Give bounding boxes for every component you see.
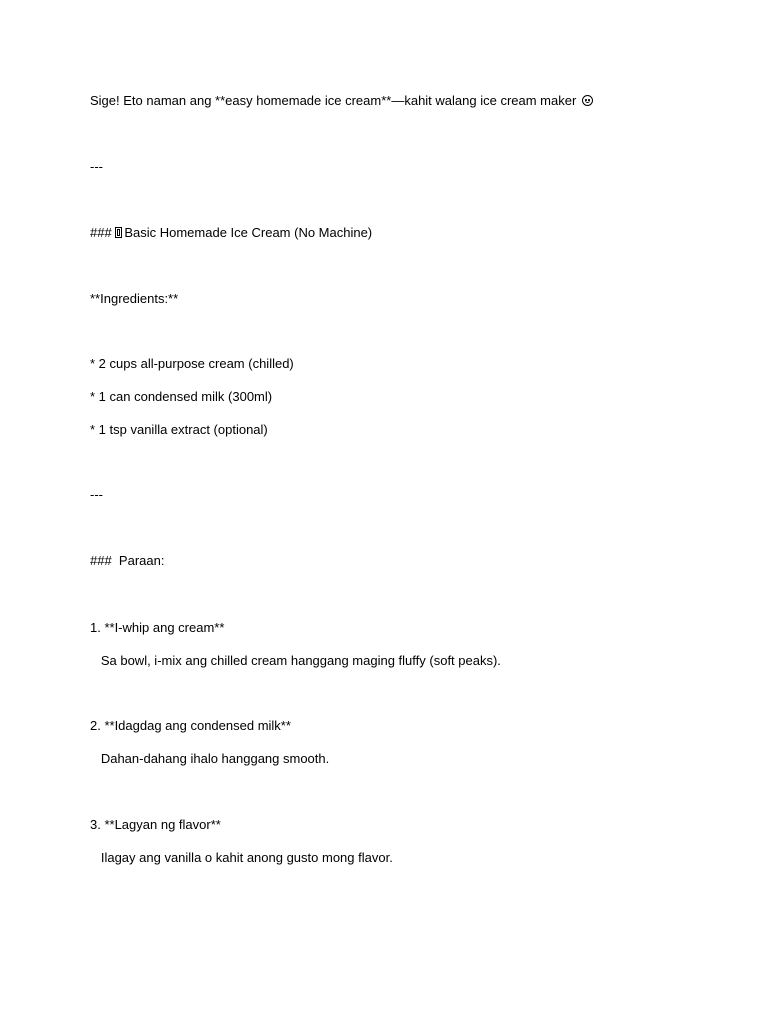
- heading-paraan: ### Paraan:: [90, 553, 165, 568]
- ingredient-item: * 1 can condensed milk (300ml): [90, 389, 273, 404]
- step-title: 1. **I-whip ang cream**: [90, 620, 225, 635]
- ingredient-item: * 2 cups all-purpose cream (chilled): [90, 356, 294, 371]
- missing-glyph-icon: [115, 227, 122, 238]
- ingredient-item: * 1 tsp vanilla extract (optional): [90, 422, 268, 437]
- intro-line: [90, 93, 593, 109]
- intro-text: Sige! Eto naman ang **easy homemade ice cream**—kahit walang ice cream maker: [90, 93, 577, 108]
- ingredients-label: **Ingredients:**: [90, 291, 179, 306]
- step-description: Sa bowl, i-mix ang chilled cream hanggang maging fluffy (soft peaks).: [90, 653, 501, 668]
- heading-1-prefix: ###: [90, 225, 112, 240]
- heading-1-text: Basic Homemade Ice Cream (No Machine): [124, 225, 373, 240]
- heading-basic-ice-cream: [90, 225, 372, 241]
- step-title: 3. **Lagyan ng flavor**: [90, 817, 221, 832]
- smiley-face-icon: [582, 95, 593, 106]
- step-title: 2. **Idagdag ang condensed milk**: [90, 718, 291, 733]
- step-description: Dahan-dahang ihalo hanggang smooth.: [90, 751, 330, 766]
- separator-2: ---: [90, 487, 103, 502]
- step-description: Ilagay ang vanilla o kahit anong gusto mong flavor.: [90, 850, 393, 865]
- separator-1: ---: [90, 159, 103, 174]
